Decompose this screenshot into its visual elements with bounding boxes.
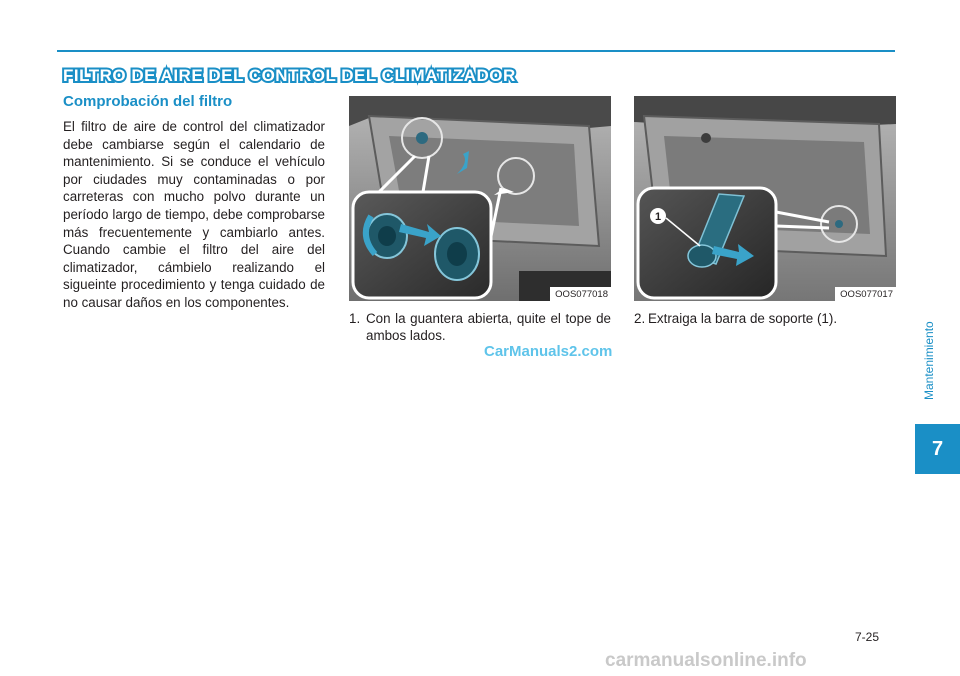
- step-text: Extraiga la barra de soporte (1).: [648, 311, 838, 326]
- figure-support-bar: [634, 96, 896, 301]
- step-1: [349, 310, 611, 344]
- figure-glovebox-stoppers: [349, 96, 611, 301]
- step-text: Con la guantera abierta, quite el tope de ambos lados.: [366, 311, 611, 343]
- header-rule: [57, 50, 895, 52]
- chapter-tab: 7: [915, 424, 960, 474]
- step-number: 1.: [349, 311, 361, 326]
- step-number: 2.: [634, 311, 646, 326]
- watermark-link[interactable]: CarManuals2.com: [484, 343, 613, 360]
- site-watermark: carmanualsonline.info: [605, 650, 807, 671]
- figure-code: OOS077017: [835, 287, 896, 301]
- support-bar-illustration: [634, 96, 896, 301]
- section-body: El filtro de aire de control del climatizador debe cambiarse según el calendario de mantenimiento. Si se conduce el vehículo por ciudades muy contaminadas o por carreteras con mucho polvo durante un período largo de tiempo, debe comprobarse más frecuentemente y cambiarlo antes. Cuando cambie el filtro del aire del climatizador, cámbielo realizando el sigueinte procedimiento y tenga cuidado de no causar daños en los componentes.: [63, 119, 325, 310]
- section-subtitle: Comprobación del filtro: [63, 93, 233, 110]
- callout-number: 1: [654, 211, 662, 223]
- figure-code: OOS077018: [550, 287, 611, 301]
- glovebox-stopper-illustration: [349, 96, 611, 301]
- step-2: [634, 310, 896, 327]
- page-title: FILTRO DE AIRE DEL CONTROL DEL CLIMATIZADOR: [63, 66, 516, 85]
- page-number: 7-25: [855, 630, 880, 644]
